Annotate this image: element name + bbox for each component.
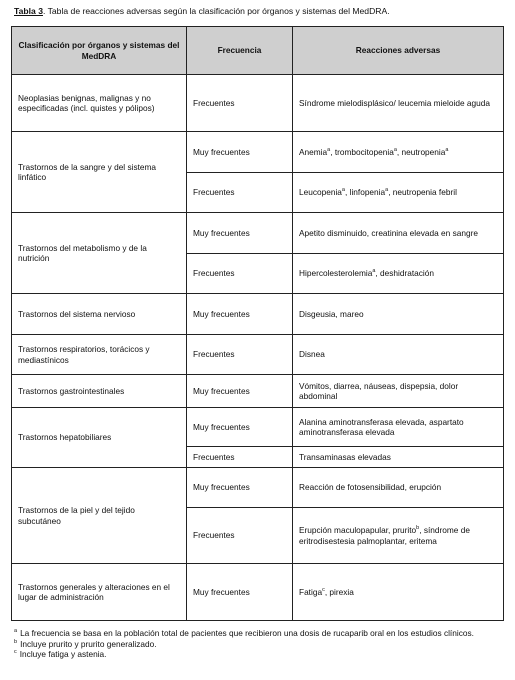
reaction-text: Vómitos, diarrea, náuseas, dispepsia, dolor abdominal (299, 380, 459, 401)
soc-cell: Trastornos del sistema nervioso (12, 294, 187, 335)
frequency-cell: Muy frecuentes (187, 294, 293, 335)
table-caption-text: . Tabla de reacciones adversas según la clasificación por órganos y sistemas del MedDRA. (42, 6, 390, 16)
reaction-text: Leucopenia (299, 187, 342, 198)
soc-cell: Trastornos del metabolismo y de la nutrición (12, 213, 187, 294)
reactions-cell (293, 375, 504, 408)
footnote-marker: c (322, 586, 325, 593)
reaction-text: Hipercolesterolemia (299, 268, 373, 279)
reactions-cell (293, 468, 504, 508)
reactions-cell (293, 335, 504, 375)
reaction-text: , linfopenia (344, 187, 386, 198)
footnote-text: Incluye fatiga y astenia. (19, 649, 107, 660)
reaction-text: Erupción maculopapular, prurito (299, 525, 417, 535)
soc-cell: Trastornos hepatobiliares (12, 408, 187, 468)
table-row (12, 75, 504, 132)
reactions-cell (293, 564, 504, 621)
footnote (14, 649, 502, 660)
reactions-cell (293, 173, 504, 213)
reaction-text: Apetito disminuido, creatinina elevada en sangre (299, 227, 478, 238)
reaction-text: , neutropenia febril (388, 187, 457, 198)
reaction-text: Alanina aminotransferasa elevada, aspartato aminotransferasa elevada (299, 416, 464, 437)
soc-cell: Trastornos gastrointestinales (12, 375, 187, 408)
table-row (12, 375, 504, 408)
table-caption-label: Tabla 3 (14, 6, 43, 16)
reactions-cell (293, 408, 504, 447)
footnote-mark: c (14, 649, 17, 656)
footnotes (14, 628, 502, 660)
soc-cell: Neoplasias benignas, malignas y no especificadas (incl. quistes y pólipos) (12, 75, 187, 132)
table-header-row (12, 27, 504, 75)
footnote-text: La frecuencia se basa en la población total de pacientes que recibieron una dosis de rucaparib oral en los estudios clínicos. (20, 628, 474, 638)
footnote-marker: a (385, 187, 389, 194)
reactions-cell (293, 508, 504, 564)
frequency-cell: Muy frecuentes (187, 564, 293, 621)
footnote-marker: b (416, 525, 420, 532)
frequency-cell: Muy frecuentes (187, 132, 293, 173)
frequency-cell: Frecuentes (187, 335, 293, 375)
frequency-cell: Frecuentes (187, 173, 293, 213)
reactions-cell (293, 132, 504, 173)
header-frequency: Frecuencia (187, 27, 293, 75)
reactions-cell (293, 254, 504, 294)
footnote-marker: a (372, 268, 376, 275)
table-row (12, 408, 504, 447)
table-row (12, 564, 504, 621)
reaction-text: Fatiga (299, 586, 323, 597)
footnote (14, 639, 502, 650)
footnote-mark: a (14, 628, 18, 635)
table-row (12, 213, 504, 254)
soc-cell: Trastornos de la sangre y del sistema linfático (12, 132, 187, 213)
adverse-reactions-table (11, 26, 504, 621)
table-caption (14, 6, 504, 17)
reactions-cell (293, 213, 504, 254)
table-row (12, 468, 504, 508)
reaction-text: Transaminasas elevadas (299, 451, 391, 462)
reactions-cell (293, 447, 504, 468)
reaction-text: , síndrome de eritrodisestesia palmoplantar, eritema (299, 525, 470, 546)
reactions-cell (293, 294, 504, 335)
reaction-text: Anemia (299, 146, 328, 157)
header-soc: Clasificación por órganos y sistemas del MedDRA (12, 27, 187, 75)
reaction-text: Disgeusia, mareo (299, 308, 364, 319)
footnote-marker: a (393, 146, 397, 153)
table-row (12, 132, 504, 173)
reactions-cell (293, 75, 504, 132)
frequency-cell: Muy frecuentes (187, 408, 293, 447)
footnote-marker: a (327, 146, 331, 153)
footnote-marker: a (341, 187, 345, 194)
frequency-cell: Frecuentes (187, 254, 293, 294)
footnote (14, 628, 502, 639)
footnote-mark: b (14, 638, 18, 645)
reaction-text: , trombocitopenia (330, 146, 394, 157)
frequency-cell: Muy frecuentes (187, 468, 293, 508)
reaction-text: Síndrome mielodisplásico/ leucemia mieloide aguda (299, 97, 490, 108)
footnote-text: Incluye prurito y prurito generalizado. (20, 638, 157, 649)
frequency-cell: Frecuentes (187, 508, 293, 564)
footnote-marker: a (445, 146, 449, 153)
reaction-text: , deshidratación (375, 268, 434, 279)
reaction-text: Reacción de fotosensibilidad, erupción (299, 482, 442, 493)
header-reactions: Reacciones adversas (293, 27, 504, 75)
soc-cell: Trastornos respiratorios, torácicos y mediastínicos (12, 335, 187, 375)
frequency-cell: Frecuentes (187, 447, 293, 468)
table-row (12, 294, 504, 335)
table-row (12, 335, 504, 375)
reaction-text: , neutropenia (396, 146, 446, 157)
soc-cell: Trastornos generales y alteraciones en el lugar de administración (12, 564, 187, 621)
reaction-text: Disnea (299, 349, 325, 360)
soc-cell: Trastornos de la piel y del tejido subcutáneo (12, 468, 187, 564)
frequency-cell: Muy frecuentes (187, 213, 293, 254)
frequency-cell: Frecuentes (187, 75, 293, 132)
reaction-text: , pirexia (324, 586, 354, 597)
frequency-cell: Muy frecuentes (187, 375, 293, 408)
